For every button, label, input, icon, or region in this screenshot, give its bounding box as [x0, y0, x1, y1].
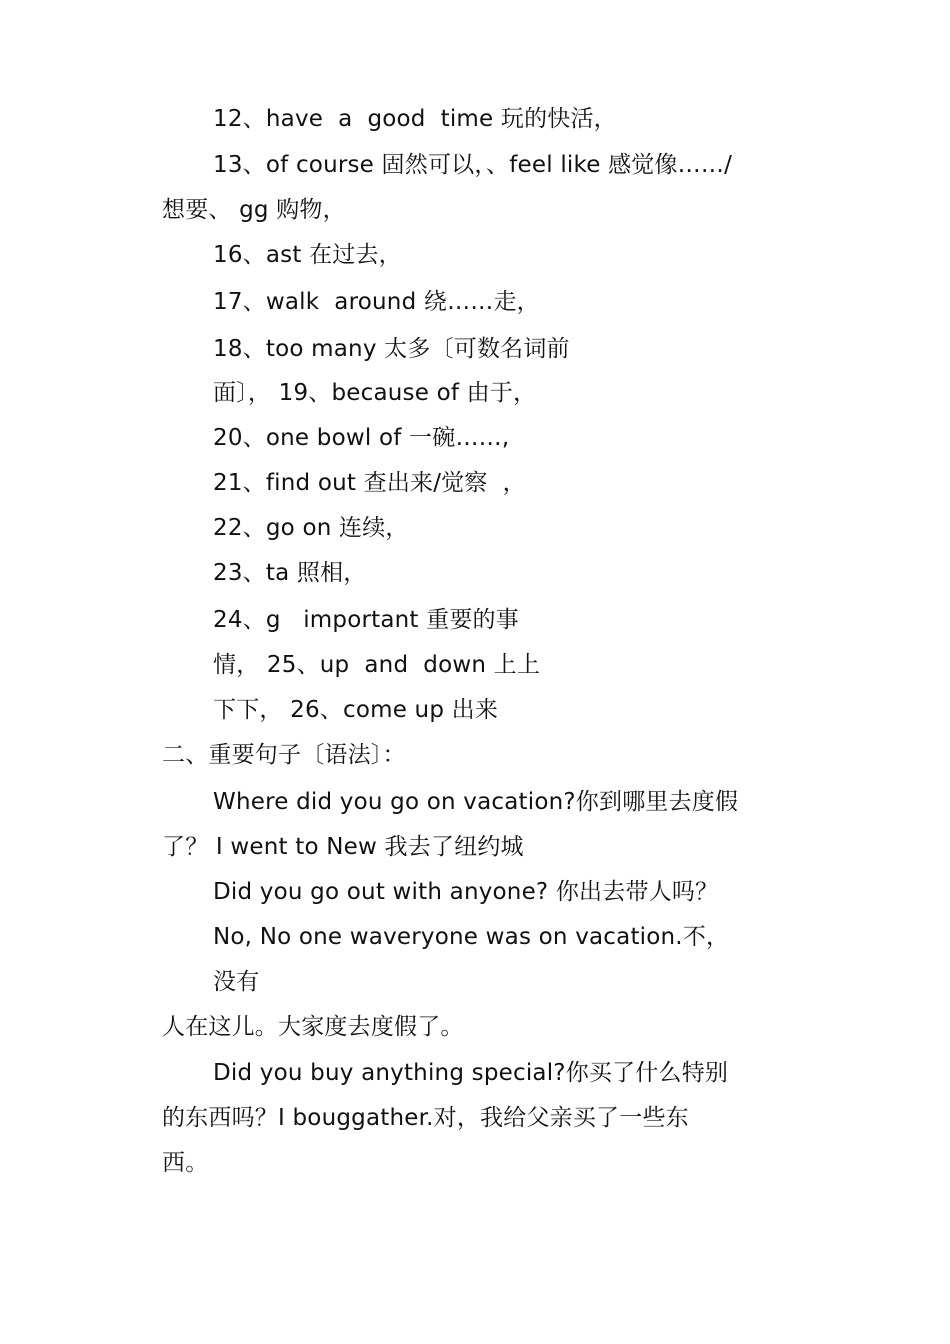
vocab-item-16: 16、ast 在过去， [213, 242, 402, 268]
vocab-item-21: 21、find out 查出来/觉察 ， [213, 470, 526, 496]
vocab-item-20: 20、one bowl of 一碗……, [213, 425, 510, 451]
vocab-item-18-19: 面〕， 19、because of 由于， [213, 380, 537, 406]
vocab-item-18: 18、too many 太多〔可数名词前 [213, 336, 570, 362]
vocab-item-23: 23、ta 照相， [213, 560, 367, 586]
sentence-bought-father-end: 西。 [162, 1150, 209, 1176]
sentence-no-one: No, No one waveryone was on vacation.不， [213, 924, 730, 950]
vocab-item-24: 24、g important 重要的事 [213, 607, 519, 633]
sentence-bought-father: 的东西吗？I bouggather.对，我给父亲买了一些东 [162, 1105, 689, 1131]
vocab-item-12: 12、have a good time 玩的快活， [213, 106, 617, 132]
vocab-item-14-15-continued: 想要、 gg 购物， [162, 197, 346, 223]
vocab-item-24-25: 情， 25、up and down 上上 [213, 652, 541, 678]
sentence-everyone-vacation: 人在这儿。大家度去度假了。 [162, 1014, 464, 1040]
sentence-no-one-continued: 没有 [213, 969, 260, 995]
sentence-went-new-york: 了？ I went to New 我去了纽约城 [162, 834, 524, 860]
vocab-item-22: 22、go on 连续， [213, 515, 409, 541]
vocab-item-25-26: 下下， 26、come up 出来 [213, 697, 499, 723]
vocab-item-13-14: 13、of course 固然可以，、feel like 感觉像……/ [213, 152, 733, 178]
sentence-where-vacation: Where did you go on vacation?你到哪里去度假 [213, 789, 739, 815]
vocab-item-17: 17、walk around 绕……走， [213, 289, 540, 315]
section-heading-sentences: 二、重要句子〔语法〕： [162, 742, 406, 768]
sentence-go-out-with: Did you go out with anyone? 你出去带人吗？ [213, 879, 719, 905]
sentence-buy-special: Did you buy anything special?你买了什么特别 [213, 1060, 729, 1086]
